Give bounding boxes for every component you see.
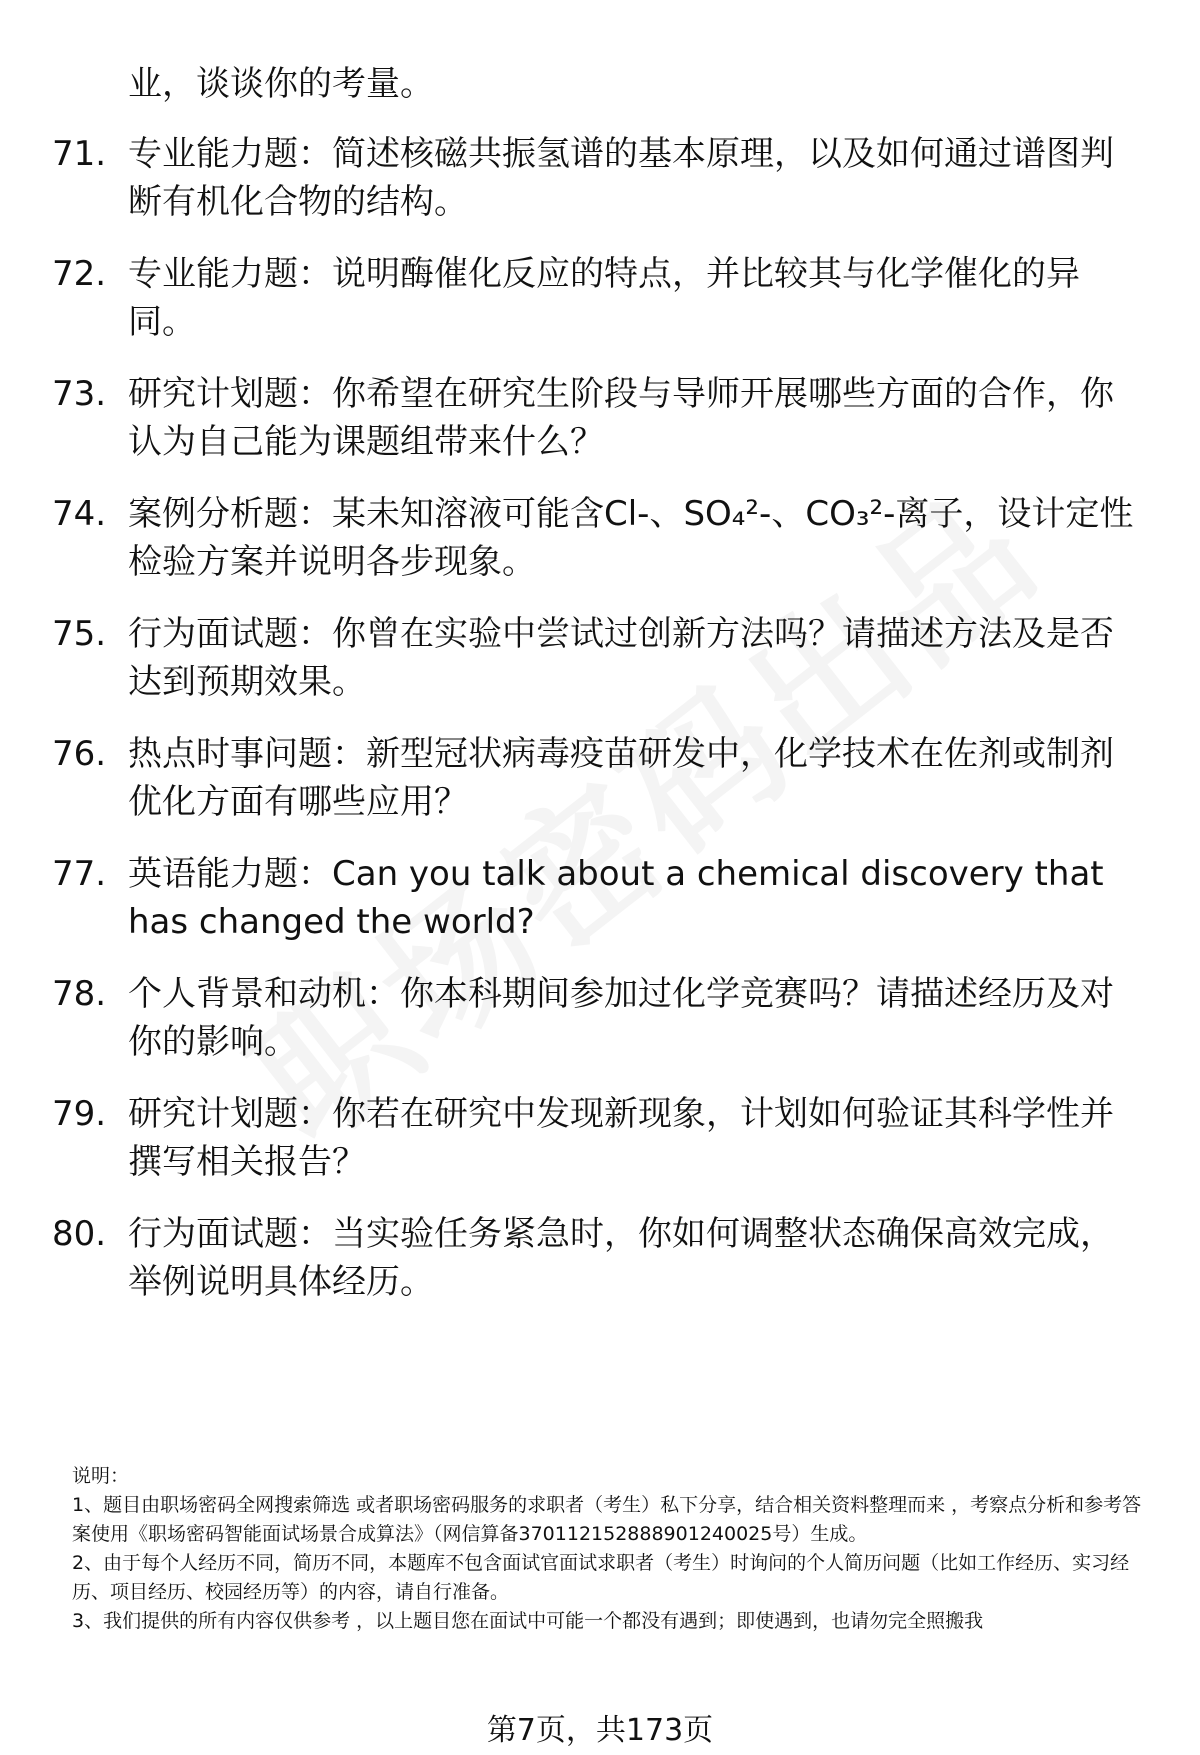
question-number: 73. [52, 374, 107, 414]
notes-item: 3、我们提供的所有内容仅供参考 ，以上题目您在面试中可能一个都没有遇到；即使遇到，也请勿完全照搬我 [72, 1610, 984, 1632]
page-number: 第7页，共173页 [486, 1713, 714, 1748]
question-text: 行为面试题：你曾在实验中尝试过创新方法吗？请描述方法及是否达到预期效果。 [128, 614, 1114, 702]
question-number: 77. [52, 854, 107, 894]
question-text: 专业能力题：说明酶催化反应的特点，并比较其与化学催化的异同。 [128, 254, 1080, 342]
question-number: 75. [52, 614, 107, 654]
question-text: 研究计划题：你若在研究中发现新现象，计划如何验证其科学性并撰写相关报告？ [128, 1094, 1114, 1182]
question-item [52, 970, 1142, 1066]
notes-section [72, 1462, 1152, 1636]
notes-title: 说明： [72, 1465, 130, 1487]
question-number: 71. [52, 134, 107, 174]
question-text: 行为面试题：当实验任务紧急时，你如何调整状态确保高效完成，举例说明具体经历。 [128, 1214, 1114, 1302]
continuation-text: 业，谈谈你的考量。 [128, 64, 434, 104]
question-item [52, 730, 1142, 826]
question-item [52, 370, 1142, 466]
question-item [52, 490, 1142, 586]
question-item [52, 130, 1142, 226]
question-item [52, 250, 1142, 346]
question-item [52, 850, 1142, 946]
question-item [52, 610, 1142, 706]
question-number: 78. [52, 974, 107, 1014]
question-text: 案例分析题：某未知溶液可能含Cl-、SO₄²-、CO₃²-离子，设计定性检验方案并说明各步现象。 [128, 494, 1134, 582]
question-number: 76. [52, 734, 107, 774]
question-item [52, 1210, 1142, 1306]
question-text: 热点时事问题：新型冠状病毒疫苗研发中，化学技术在佐剂或制剂优化方面有哪些应用？ [128, 734, 1114, 822]
notes-item: 2、由于每个人经历不同，简历不同，本题库不包含面试官面试求职者（考生）时询问的个人简历问题（比如工作经历、实习经历、项目经历、校园经历等）的内容，请自行准备。 [72, 1552, 1130, 1603]
question-text: 研究计划题：你希望在研究生阶段与导师开展哪些方面的合作，你认为自己能为课题组带来什么？ [128, 374, 1114, 462]
notes-item: 1、题目由职场密码全网搜索筛选 或者职场密码服务的求职者（考生）私下分享，结合相关资料整理而来 ，考察点分析和参考答案使用《职场密码智能面试场景合成算法》（网信算备370112152888901240025号）生成。 [72, 1494, 1142, 1545]
question-number: 72. [52, 254, 107, 294]
question-text: 专业能力题：简述核磁共振氢谱的基本原理，以及如何通过谱图判断有机化合物的结构。 [128, 134, 1114, 222]
question-number: 79. [52, 1094, 107, 1134]
question-text: 英语能力题：Can you talk about a chemical discovery that has changed the world? [128, 854, 1104, 942]
question-number: 80. [52, 1214, 107, 1254]
question-text: 个人背景和动机：你本科期间参加过化学竞赛吗？请描述经历及对你的影响。 [128, 974, 1114, 1062]
question-item [52, 1090, 1142, 1186]
question-number: 74. [52, 494, 107, 534]
